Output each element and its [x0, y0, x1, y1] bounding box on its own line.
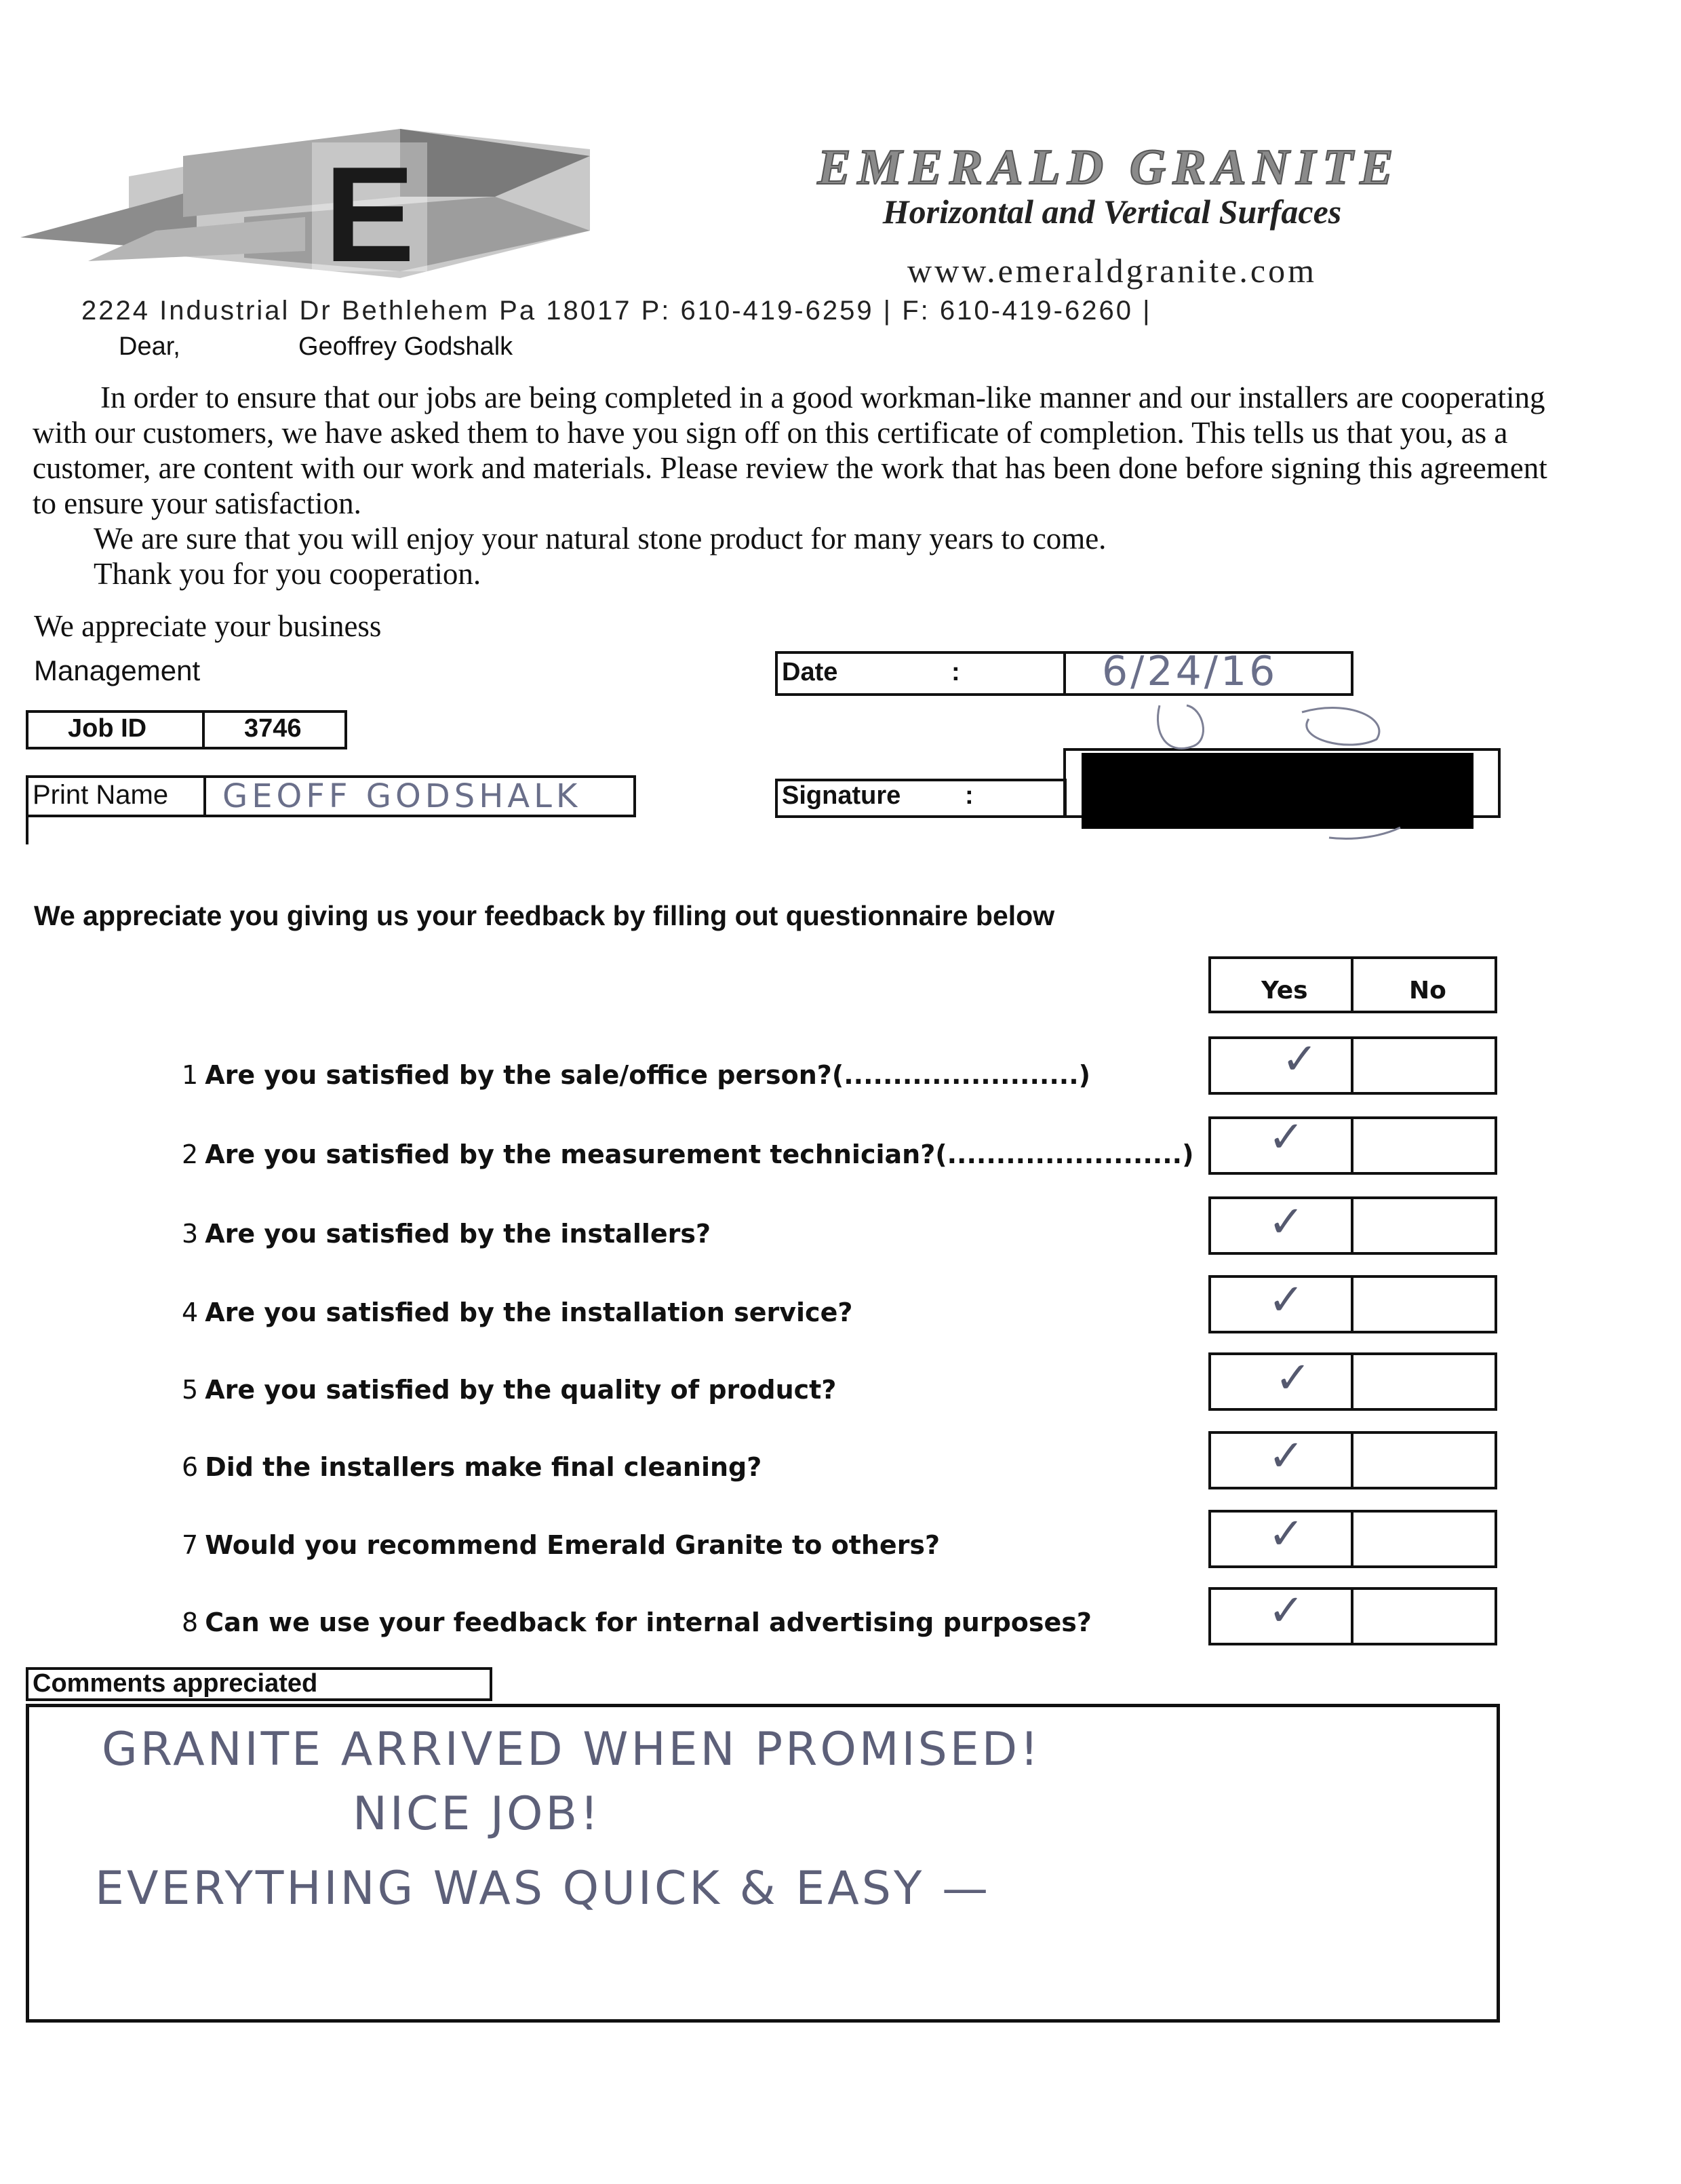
no-cell[interactable]: [1351, 1275, 1497, 1333]
question-row: 6 Did the installers make final cleaning?: [182, 1452, 762, 1482]
print-name-value: GEOFF GODSHALK: [222, 777, 582, 815]
job-id-value: 3746: [244, 714, 302, 743]
intro-text: [33, 380, 1551, 591]
questionnaire-heading: We appreciate you giving us your feedback by filling out questionnaire below: [34, 900, 1055, 931]
check-mark-icon: ✓: [1282, 1034, 1318, 1085]
question-row: 5 Are you satisfied by the quality of product?: [182, 1375, 837, 1405]
no-cell[interactable]: [1351, 1116, 1497, 1175]
print-name-divider: [203, 775, 206, 817]
question-row: 7 Would you recommend Emerald Granite to others?: [182, 1530, 941, 1560]
comment-line-3: EVERYTHING WAS QUICK & EASY —: [95, 1862, 991, 1915]
yes-header-label: Yes: [1261, 977, 1308, 1005]
check-mark-icon: ✓: [1275, 1353, 1311, 1403]
date-colon: :: [951, 658, 960, 686]
check-mark-icon: ✓: [1268, 1275, 1305, 1325]
no-cell[interactable]: [1351, 1196, 1497, 1255]
svg-text:E: E: [324, 139, 415, 278]
signature-colon: :: [965, 781, 974, 810]
company-name: EMERALD GRANITE: [817, 140, 1400, 195]
question-row: 4 Are you satisfied by the installation service?: [182, 1298, 853, 1327]
question-row: 3 Are you satisfied by the installers?: [182, 1219, 711, 1249]
comment-line-2: NICE JOB!: [353, 1787, 601, 1841]
intro-paragraph-1: In order to ensure that our jobs are being completed in a good workman-like manner and our installers are cooperating with our customers, we have asked them to have you sign off on this certificate of completion. This tells us that you, as a customer, are content with our work and materials. Please review the work that has been done before signing this agreement to ensure your satisfaction.: [33, 381, 1547, 520]
check-mark-icon: ✓: [1268, 1431, 1305, 1481]
job-id-divider: [202, 710, 205, 749]
signature-label: Signature: [782, 781, 901, 810]
check-mark-icon: ✓: [1268, 1112, 1305, 1163]
question-row: 1 Are you satisfied by the sale/office person?(........................): [182, 1060, 1091, 1090]
signature-scribble: [1146, 692, 1404, 848]
no-cell[interactable]: [1351, 1587, 1497, 1645]
customer-name: Geoffrey Godshalk: [298, 332, 513, 361]
intro-paragraph-3: Thank you for you cooperation.: [94, 557, 481, 591]
date-value: 6/24/16: [1102, 648, 1278, 695]
comment-line-1: GRANITE ARRIVED WHEN PROMISED!: [102, 1723, 1042, 1776]
date-divider: [1063, 651, 1066, 696]
yes-cell[interactable]: [1208, 1036, 1353, 1095]
signoff-text: Management: [34, 655, 201, 686]
print-name-label: Print Name: [33, 780, 169, 810]
greeting-label: Dear,: [119, 332, 180, 361]
no-cell[interactable]: [1351, 1352, 1497, 1411]
check-mark-icon: ✓: [1268, 1509, 1305, 1559]
intro-paragraph-2: We are sure that you will enjoy your natural stone product for many years to come.: [94, 522, 1107, 555]
job-id-label: Job ID: [68, 714, 147, 743]
question-row: 2 Are you satisfied by the measurement technician?(........................): [182, 1139, 1194, 1169]
no-cell[interactable]: [1351, 1510, 1497, 1568]
question-row: 8 Can we use your feedback for internal advertising purposes?: [182, 1607, 1092, 1637]
closing-text: We appreciate your business: [34, 609, 382, 643]
no-cell[interactable]: [1351, 1036, 1497, 1095]
no-header-label: No: [1409, 977, 1446, 1005]
print-name-tick: [26, 817, 28, 844]
date-label: Date: [782, 658, 838, 686]
no-cell[interactable]: [1351, 1431, 1497, 1489]
check-mark-icon: ✓: [1268, 1586, 1305, 1636]
company-website: www.emeraldgranite.com: [907, 252, 1317, 290]
check-mark-icon: ✓: [1268, 1197, 1305, 1247]
comments-label: Comments appreciated: [33, 1669, 318, 1698]
company-logo-graphic: [20, 115, 590, 278]
company-tagline: Horizontal and Vertical Surfaces: [882, 193, 1342, 231]
company-address: 2224 Industrial Dr Bethlehem Pa 18017 P: 610-419-6259 | F: 610-419-6260 |: [81, 296, 1152, 326]
